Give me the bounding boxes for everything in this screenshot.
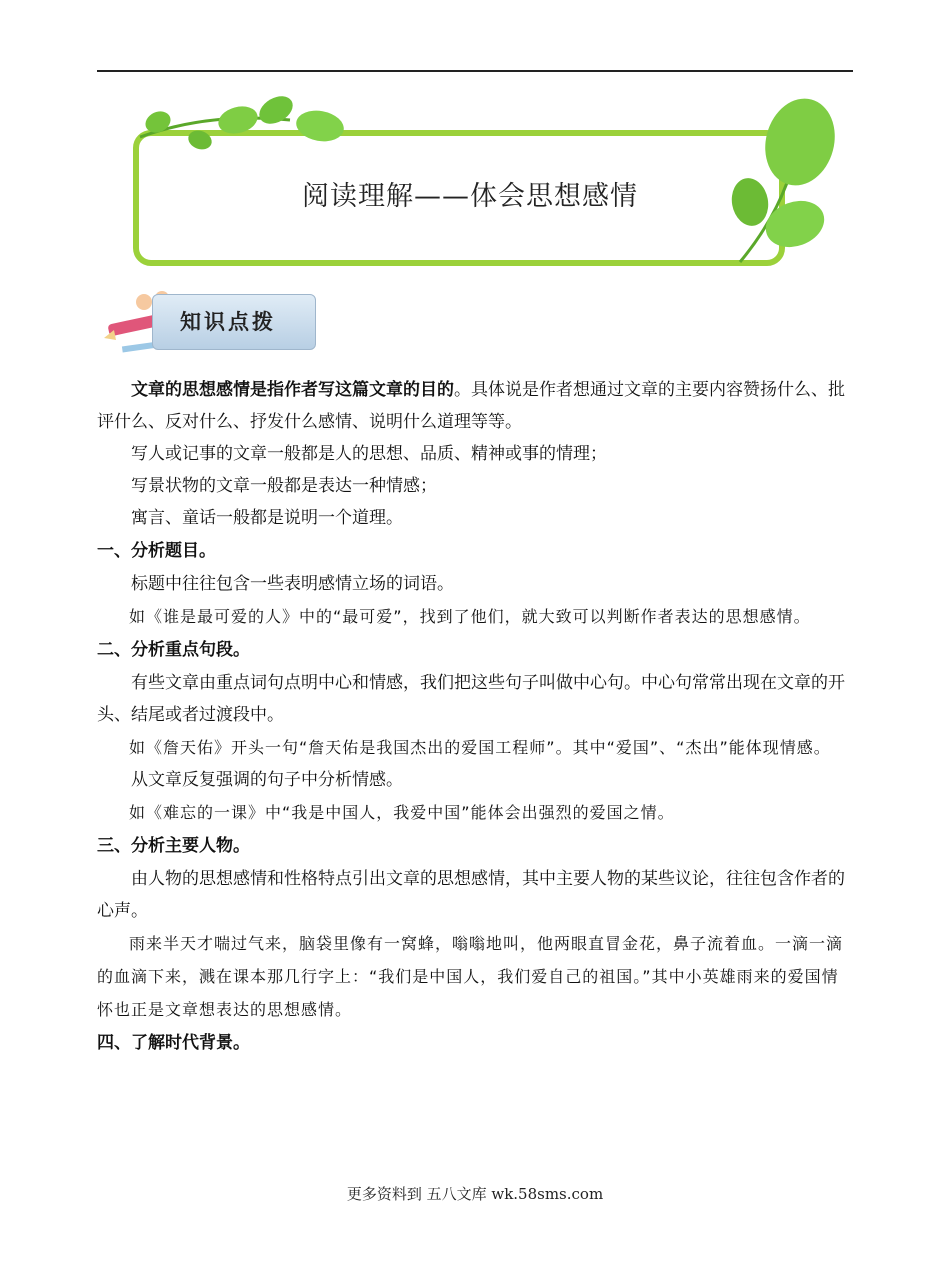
intro-line: 写人或记事的文章一般都是人的思想、品质、精神或事的情理； bbox=[131, 444, 607, 464]
article-body bbox=[97, 374, 853, 1060]
section-text: 从文章反复强调的句子中分析情感。 bbox=[131, 770, 403, 790]
header-rule bbox=[97, 70, 853, 72]
section-example: 如《谁是最可爱的人》中的“最可爱”，找到了他们，就大致可以判断作者表达的思想感情。 bbox=[129, 607, 811, 626]
intro-rest: 。具体说是作者想通过文章的主要内容赞扬什么、批评什么、反对什么、抒发什么感情、说明什么道理等等。 bbox=[97, 380, 845, 432]
page-title: 阅读理解——体会思想感情 bbox=[302, 181, 638, 212]
section-example: 如《詹天佑》开头一句“詹天佑是我国杰出的爱国工程师”。其中“爱国”、“杰出”能体现情感。 bbox=[129, 738, 831, 757]
section-example: 如《难忘的一课》中“我是中国人，我爱中国”能体会出强烈的爱国之情。 bbox=[129, 803, 675, 822]
section-example: 雨来半天才喘过气来，脑袋里像有一窝蜂，嗡嗡地叫，他两眼直冒金花，鼻子流着血。一滴一滴的血滴下来，溅在课本那几行字上：“我们是中国人，我们爱自己的祖国。”其中小英雄雨来的爱国情怀也正是文章想表达的思想感情。 bbox=[97, 934, 844, 1019]
section-heading: 三、分析主要人物。 bbox=[97, 836, 250, 856]
section-text: 标题中往往包含一些表明感情立场的词语。 bbox=[131, 574, 454, 594]
section-heading: 四、了解时代背景。 bbox=[97, 1033, 250, 1053]
intro-line: 寓言、童话一般都是说明一个道理。 bbox=[131, 508, 403, 528]
intro-lead: 文章的思想感情是指作者写这篇文章的目的 bbox=[131, 380, 454, 400]
section-heading: 二、分析重点句段。 bbox=[97, 640, 250, 660]
intro-paragraph bbox=[97, 374, 853, 438]
section-text: 有些文章由重点词句点明中心和情感，我们把这些句子叫做中心句。中心句常常出现在文章的开头、结尾或者过渡段中。 bbox=[97, 673, 845, 725]
badge-label: 知识点拨 bbox=[180, 310, 276, 334]
title-banner bbox=[100, 92, 860, 277]
footer-text: 更多资料到 五八文库 wk.58sms.com bbox=[346, 1185, 604, 1203]
intro-line: 写景状物的文章一般都是表达一种情感； bbox=[131, 476, 437, 496]
section-text: 由人物的思想感情和性格特点引出文章的思想感情，其中主要人物的某些议论，往往包含作者的心声。 bbox=[97, 869, 845, 921]
section-badge bbox=[100, 288, 320, 360]
section-heading: 一、分析题目。 bbox=[97, 541, 216, 561]
